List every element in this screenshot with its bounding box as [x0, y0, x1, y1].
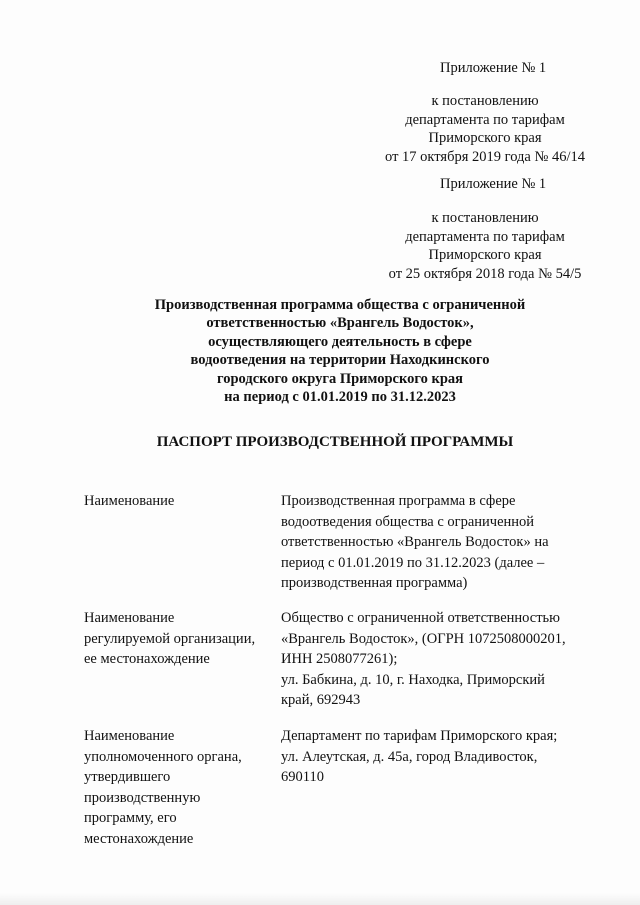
value-line: ответственностью «Врангель Водосток» на — [281, 534, 549, 551]
appendix-current-line: Приморского края — [428, 130, 542, 146]
passport-row-label — [84, 491, 274, 512]
label-line: местонахождение — [84, 830, 194, 847]
appendix-previous-title: Приложение № 1 — [440, 176, 547, 192]
appendix-current-title: Приложение № 1 — [440, 60, 547, 76]
label-line: утвердившего — [84, 769, 171, 786]
value-line: край, 692943 — [281, 692, 361, 709]
appendix-previous-line: Приморского края — [428, 247, 542, 263]
passport-row-label — [84, 608, 274, 670]
program-title-line: ответственностью «Врангель Водосток», — [206, 315, 474, 332]
value-line: водоотведения общества с ограниченной — [281, 513, 535, 530]
value-line: Производственная программа в сфере — [281, 493, 516, 509]
program-title-line: Производственная программа общества с ограниченной — [154, 297, 526, 313]
passport-heading: ПАСПОРТ ПРОИЗВОДСТВЕННОЙ ПРОГРАММЫ — [156, 434, 514, 450]
label-line: уполномоченного органа, — [84, 748, 242, 765]
label-line: регулируемой организации, — [84, 630, 256, 647]
program-title-line: водоотведения на территории Находкинского — [190, 352, 490, 369]
value-line: производственная программа) — [281, 575, 468, 592]
label-line: Наименование — [84, 493, 175, 509]
value-line: 690110 — [281, 769, 324, 786]
appendix-previous-body — [360, 209, 610, 283]
value-line: Департамент по тарифам Приморского края; — [281, 728, 558, 744]
appendix-previous-line: к постановлению — [431, 210, 539, 226]
program-title-line: осуществляющего деятельность в сфере — [208, 333, 472, 350]
appendix-previous-line: от 25 октября 2018 года № 54/5 — [388, 265, 582, 282]
passport-row-value — [281, 726, 611, 788]
scan-bottom-edge — [0, 893, 640, 905]
appendix-current-body — [360, 92, 610, 166]
label-line: производственную — [84, 789, 201, 806]
value-line: ул. Бабкина, д. 10, г. Находка, Приморский — [281, 671, 545, 688]
appendix-current-line: к постановлению — [431, 93, 539, 109]
label-line: Наименование — [84, 728, 175, 744]
label-line: программу, его — [84, 810, 177, 827]
appendix-previous-line: департамента по тарифам — [405, 228, 565, 245]
program-title-line: городского округа Приморского края — [217, 370, 463, 387]
value-line: ул. Алеутская, д. 45а, город Владивосток, — [281, 748, 538, 765]
passport-row-value — [281, 491, 611, 594]
value-line: Общество с ограниченной ответственностью — [281, 610, 560, 626]
value-line: ИНН 2508077261); — [281, 651, 398, 668]
appendix-current-line: департамента по тарифам — [405, 111, 565, 128]
label-line: Наименование — [84, 610, 175, 626]
appendix-current-line: от 17 октября 2019 года № 46/14 — [385, 148, 585, 165]
label-line: ее местонахождение — [84, 651, 210, 668]
value-line: «Врангель Водосток», (ОГРН 1072508000201, — [281, 630, 566, 647]
program-title — [100, 296, 580, 406]
passport-row-label — [84, 726, 274, 850]
value-line: период с 01.01.2019 по 31.12.2023 (далее – — [281, 554, 545, 571]
passport-row-value — [281, 608, 611, 711]
program-title-line: на период с 01.01.2019 по 31.12.2023 — [224, 389, 456, 406]
